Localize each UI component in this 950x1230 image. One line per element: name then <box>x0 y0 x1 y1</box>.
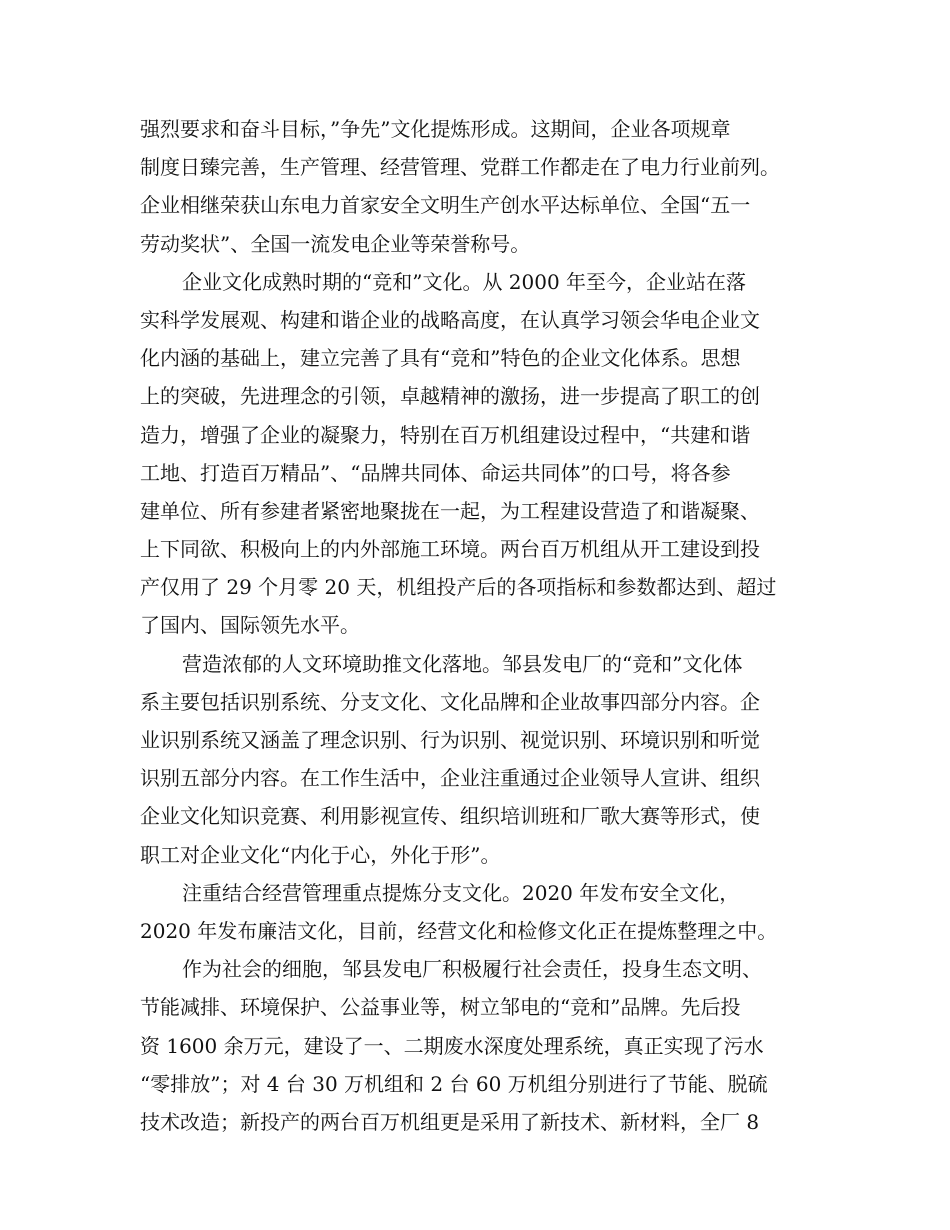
text-line: 上的突破，先进理念的引领，卓越精神的激扬，进一步提高了职工的创 <box>140 384 760 409</box>
text-line: 识别五部分内容。在工作生活中，企业注重通过企业领导人宣讲、组织 <box>140 766 760 791</box>
text-line: 注重结合经营管理重点提炼分支文化。2020 年发布安全文化， <box>182 880 740 905</box>
text-line: 企业文化知识竞赛、利用影视宣传、组织培训班和厂歌大赛等形式，使 <box>140 804 760 829</box>
text-line: 2020 年发布廉洁文化，目前，经营文化和检修文化正在提炼整理之中。 <box>140 918 778 943</box>
text-line: 化内涵的基础上，建立完善了具有“竞和”特色的企业文化体系。思想 <box>140 346 741 371</box>
text-line: 了国内、国际领先水平。 <box>140 613 360 638</box>
text-line: 建单位、所有参建者紧密地聚拢在一起，为工程建设营造了和谐凝聚、 <box>140 498 760 523</box>
text-line: 营造浓郁的人文环境助推文化落地。邹县发电厂的“竞和”文化体 <box>182 651 743 676</box>
text-line: 作为社会的细胞，邹县发电厂积极履行社会责任，投身生态文明、 <box>182 957 762 982</box>
body-text <box>140 110 830 1141</box>
text-line: 劳动奖状”、全国一流发电企业等荣誉称号。 <box>140 231 531 256</box>
text-line: 节能减排、环境保护、公益事业等，树立邹电的“竞和”品牌。先后投 <box>140 995 741 1020</box>
text-line: 系主要包括识别系统、分支文化、文化品牌和企业故事四部分内容。企 <box>140 689 760 714</box>
text-line: 资 1600 余万元，建设了一、二期废水深度处理系统，真正实现了污水 <box>140 1033 764 1058</box>
text-line: “零排放”；对 4 台 30 万机组和 2 台 60 万机组分别进行了节能、脱硫 <box>140 1071 768 1096</box>
text-line: 企业文化成熟时期的“竞和”文化。从 2000 年至今，企业站在落 <box>182 269 747 294</box>
text-line: 业识别系统又涵盖了理念识别、行为识别、视觉识别、环境识别和听觉 <box>140 728 760 752</box>
text-line: 产仅用了 29 个月零 20 天，机组投产后的各项指标和参数都达到、超过 <box>140 575 777 600</box>
text-line: 技术改造；新投产的两台百万机组更是采用了新技术、新材料，全厂 8 <box>140 1109 760 1134</box>
text-line: 制度日臻完善，生产管理、经营管理、党群工作都走在了电力行业前列。 <box>140 155 780 180</box>
text-line: 强烈要求和奋斗目标，”争先”文化提炼形成。这期间，企业各项规章 <box>140 117 731 141</box>
text-line: 职工对企业文化“内化于心，外化于形”。 <box>140 842 501 867</box>
text-line: 造力，增强了企业的凝聚力，特别在百万机组建设过程中，“共建和谐 <box>140 422 751 447</box>
text-line: 上下同欲、积极向上的内外部施工环境。两台百万机组从开工建设到投 <box>140 537 760 562</box>
text-line: 实科学发展观、构建和谐企业的战略高度，在认真学习领会华电企业文 <box>140 307 760 332</box>
text-line: 工地、打造百万精品”、“品牌共同体、命运共同体”的口号，将各参 <box>140 460 731 485</box>
text-line: 企业相继荣获山东电力首家安全文明生产创水平达标单位、全国“五一 <box>140 193 751 218</box>
